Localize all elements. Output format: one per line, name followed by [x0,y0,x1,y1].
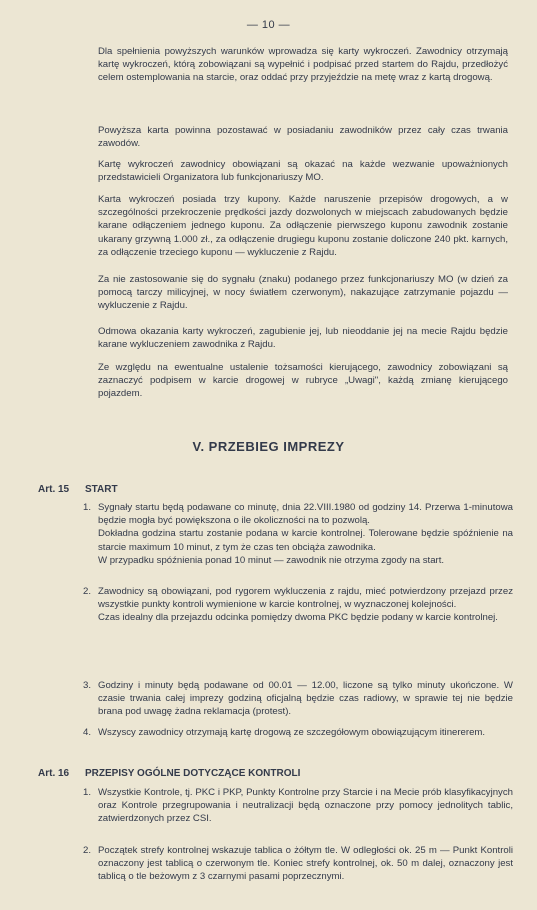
section-title: V. PRZEBIEG IMPREZY [192,439,345,454]
article-15-heading [38,484,118,495]
article-16-number: Art. 16 [38,768,70,779]
article-16-item-1 [83,786,513,826]
intro-paragraph-7: Ze względu na ewentualne ustalenie tożsamości kierującego, zawodnicy zobowiązani są zaznaczyć podpisem w karcie drogowej w rubryce „Uwagi", każdą zmianę kierującego pojazdem. [98,362,508,400]
item-paragraph: Wszystkie Kontrole, tj. PKC i PKP, Punkty Kontrolne przy Starcie i na Mecie prób klasyfikacyjnych oraz Kontrole przegrupowania i neutralizacji będą oznaczone przy pomocy jednolitych tablic, zatwierdzonych przez CSI. [98,787,513,825]
item-paragraph: Czas idealny dla przejazdu odcinka pomiędzy dwoma PKC będzie podany w karcie kontrolnej. [98,612,498,624]
item-paragraph: Początek strefy kontrolnej wskazuje tablica o żółtym tle. W odległości ok. 25 m — Punkt Kontroli oznaczony jest tablicą o czerwonym tle. Koniec strefy kontrolnej, ok. 50 m dalej, oznaczony jest tablicą o tle beżowym z 3 czarnymi pasami poprzecznymi. [98,845,513,883]
item-paragraph: Dokładna godzina startu zostanie podana w karcie kontrolnej. Tolerowane będzie spóźnienie na starcie maximum 10 minut, z tym że czas ten obciąża zawodnika. [98,528,513,553]
item-number: 1. [83,787,92,798]
item-number: 3. [83,680,92,691]
article-16-title: PRZEPISY OGÓLNE DOTYCZĄCE KONTROLI [85,768,301,779]
item-number: 4. [83,727,92,738]
intro-paragraph-4: Karta wykroczeń posiada trzy kupony. Każde naruszenie przepisów drogowych, a w szczególności przekroczenie prędkości jazdy dozwolonych w miejscach zabudowanych będzie karane odłączeniem jednego kuponu. Za odłączenie pierwszego kuponu zawodnik zostanie ukarany grzywną 1.000 zł., za odłączenie drugiegu kuponu zostanie doliczone 240 pkt. karnych, za odłączenie trzeciego kuponu — wykluczenie z Rajdu. [98,194,508,258]
item-number: 2. [83,845,92,856]
page-number: — 10 — [246,19,291,31]
item-paragraph: Zawodnicy są obowiązani, pod rygorem wykluczenia z rajdu, mieć potwierdzony przejazd przez wszystkie punkty kontroli wymienione w karcie kontrolnej, w wyznaczonej kolejności. [98,586,513,611]
item-paragraph: Godziny i minuty będą podawane od 00.01 — 12.00, liczone są tylko minuty ukończone. W czasie trwania całej imprezy godziną oficjalną będzie czas radiowy, w sprawie tej nie będzie brana pod uwagę żadna reklamacja (protest). [98,680,513,718]
intro-paragraph-1: Dla spełnienia powyższych warunków wprowadza się karty wykroczeń. Zawodnicy otrzymają kartę wykroczeń, którą zobowiązani są wypełnić i podpisać przed startem do Rajdu, przedłożyć celem ostemplowania na starcie, oraz oddać przy przyjeździe na metę wraz z kartą drogową. [98,46,508,84]
article-15-item-1 [83,501,513,567]
article-15-item-4 [83,726,513,739]
intro-paragraph-3: Kartę wykroczeń zawodnicy obowiązani są okazać na każde wezwanie upoważnionych przedstawicieli Organizatora lub funkcjonariuszy MO. [98,159,508,184]
item-paragraph: W przypadku spóźnienia ponad 10 minut — zawodnik nie otrzyma zgody na start. [98,554,445,566]
article-15-title: START [85,484,118,495]
item-number: 1. [83,502,92,513]
intro-paragraph-5: Za nie zastosowanie się do sygnału (znaku) podanego przez funkcjonariuszy MO (w dzień za pomocą tarczy milicyjnej, w nocy światłem czerwonym), nakazujące zatrzymanie pojazdu — wykluczenie z Rajdu. [98,274,508,312]
article-16-heading [38,768,300,779]
item-paragraph: Wszyscy zawodnicy otrzymają kartę drogową ze szczegółowym obowiązującym itinererem. [98,727,486,738]
intro-paragraph-2: Powyższa karta powinna pozostawać w posiadaniu zawodników przez cały czas trwania zawodów. [98,125,508,150]
article-16-item-2 [83,844,513,884]
item-paragraph: Sygnały startu będą podawane co minutę, dnia 22.VIII.1980 od godziny 14. Przerwa 1-minutowa będzie mogła być powiększona o ile okoliczności na to pozwolą. [98,502,513,527]
intro-paragraph-6: Odmowa okazania karty wykroczeń, zagubienie jej, lub nieoddanie jej na mecie Rajdu będzie karane wykluczeniem zawodnika z Rajdu. [98,326,508,351]
article-15-item-2 [83,585,513,625]
article-15-number: Art. 15 [38,484,70,495]
article-15-item-3 [83,679,513,719]
item-number: 2. [83,586,92,597]
